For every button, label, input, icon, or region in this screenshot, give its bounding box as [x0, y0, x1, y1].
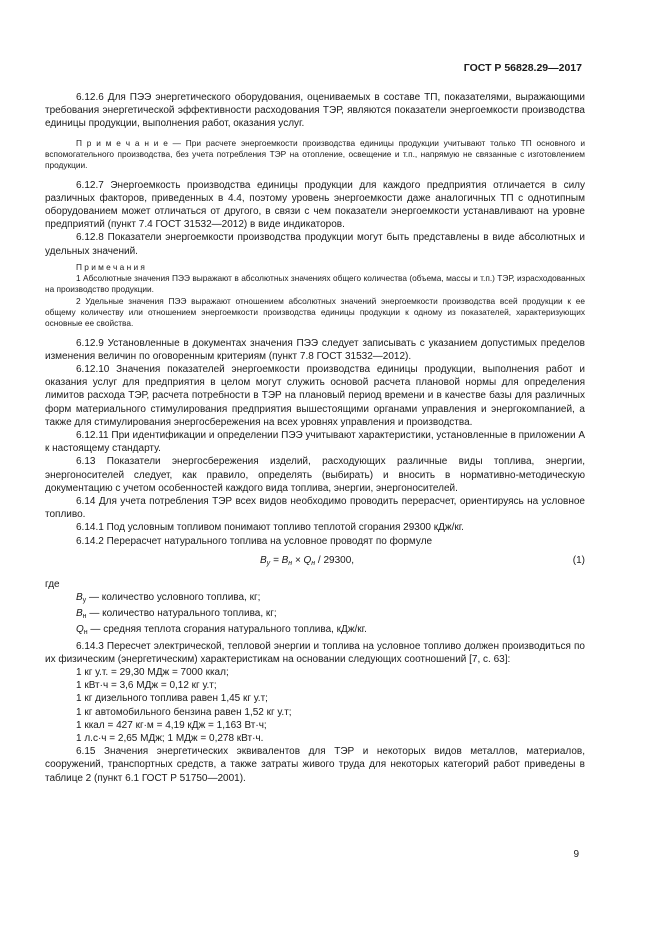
definition-b-conditional: $B_у$ — количество условного топлива, кг;: [76, 591, 261, 604]
notes-label: П р и м е ч а н и я: [76, 261, 145, 272]
paragraph-6-12-9: 6.12.9 Установленные в документах значения ПЭЭ следует записывать с указанием допустимых пределов изменения величин по оговоренным критериям (пункт 7.8 ГОСТ 31532—2012).: [45, 337, 585, 362]
conversion-line: 1 кг автомобильного бензина равен 1,52 кг у.т;: [76, 706, 292, 718]
page-body: [45, 91, 585, 785]
conversion-line: 1 л.с·ч = 2,65 МДж; 1 МДж = 0,278 кВт·ч.: [76, 732, 264, 744]
paragraph-6-14: 6.14 Для учета потребления ТЭР всех видов необходимо проводить перерасчет, ориентируясь на условное топливо.: [45, 495, 585, 521]
page-number: 9: [573, 849, 579, 860]
definition-b-natural: $B_н$ — количество натурального топлива, кг;: [76, 608, 277, 621]
note-absolute-values: 1 Абсолютные значения ПЭЭ выражают в абсолютных значениях общего количества (объема, массы и т.п.) ТЭР, израсходованных на производство продукции.: [45, 273, 585, 295]
formula-expression: $B_у = B_н \times Q_н / 29300$,: [260, 554, 355, 567]
formula-number: (1): [572, 554, 585, 566]
definition-q-natural: $Q_н$ — средняя теплота сгорания натурального топлива, кДж/кг.: [76, 624, 367, 637]
paragraph-6-14-3: 6.14.3 Пересчет электрической, тепловой энергии и топлива на условное топливо должен производиться по их физическим (энергетическим) характеристикам на основании следующих соотношений [7, с. 63]:: [45, 640, 585, 665]
conversion-line: 1 кВт·ч = 3,6 МДж = 0,12 кг у.т;: [76, 680, 217, 692]
where-label: где: [45, 578, 60, 590]
conversion-line: 1 кг у.т. = 29,30 МДж = 7000 ккал;: [76, 666, 229, 678]
paragraph-6-14-1: 6.14.1 Под условным топливом понимают топливо теплотой сгорания 29300 кДж/кг.: [76, 522, 464, 534]
conversion-line: 1 ккал = 427 кг·м = 4,19 кДж = 1,163 Вт·ч;: [76, 719, 267, 731]
document-code-header: ГОСТ Р 56828.29—2017: [463, 62, 582, 74]
note-specific-values: 2 Удельные значения ПЭЭ выражают отношением абсолютных значений энергоемкости производства всей продукции к ее общему количеству или отношением энергоемкости производства единицы продукции к одному из показателей, характеризующих основные ее свойства.: [45, 295, 585, 329]
paragraph-6-12-11: 6.12.11 При идентификации и определении ПЭЭ учитывают характеристики, установленные в приложении А к настоящему стандарту.: [45, 429, 585, 455]
paragraph-6-14-2: 6.14.2 Перерасчет натурального топлива на условное проводят по формуле: [76, 535, 433, 547]
paragraph-6-15: 6.15 Значения энергетических эквивалентов для ТЭР и некоторых видов металлов, материалов, сооружений, транспортных средств, а также затраты живого труда для некоторых категорий работ приведены в таблице 2 (пункт 6.1 ГОСТ Р 51750—2001).: [45, 746, 585, 784]
paragraph-6-12-10: 6.12.10 Значения показателей энергоемкости производства единицы продукции, выполнения работ и оказания услуг для предприятия в целом могут служить основой расчета плановой нормы для определения лимитов расхода ТЭР, расчета потребности в ТЭР на плановый период времени и в качестве базы для различных форм материального стимулирования предприятия вышестоящими органами управления и энергокомпанией, а также для стимулирования энергосбережения на всех уровнях управления и производства.: [45, 363, 585, 428]
paragraph-6-12-6: 6.12.6 Для ПЭЭ энергетического оборудования, оцениваемых в составе ТП, показателями, выражающими требования энергетической эффективности расходования ТЭР, являются показатели энергоемкости производства единицы продукции, выполнения работ, оказания услуг.: [45, 92, 585, 130]
paragraph-6-13: 6.13 Показатели энергосбережения изделий, расходующих различные виды топлива, энергии, энергоносителей следует, как правило, определять (выбирать) и вносить в нормативно-методическую документацию с учетом особенностей каждого вида топлива, энергии, энергоносителей.: [45, 456, 585, 494]
note-energy-calculation: [45, 138, 585, 172]
conversion-line: 1 кг дизельного топлива равен 1,45 кг у.т;: [76, 693, 268, 705]
note-text: — При расчете энергоемкости производства единицы продукции учитывают только ТП основного и вспомогательного производства, без учета потребления ТЭР на отопление, освещение и т.п., напрямую не связанные с изготовлением продукции.: [45, 137, 585, 171]
formula-1: [45, 548, 585, 578]
paragraph-6-12-7: 6.12.7 Энергоемкость производства единицы продукции для каждого предприятия отличается в силу различных факторов, приведенных в 4.4, поэтому уровень энергоемкости даже аналогичных ТП с однотипным оборудованием может отличаться от другого, в связи с чем показатели энергоемкости устанавливают на уровне предприятий (пункт 7.4 ГОСТ 31532—2012) в виде индикаторов.: [45, 179, 585, 231]
paragraph-6-12-8: 6.12.8 Показатели энергоемкости производства продукции могут быть представлены в виде абсолютных и удельных значений.: [45, 232, 585, 257]
note-label: П р и м е ч а н и е: [76, 137, 168, 148]
